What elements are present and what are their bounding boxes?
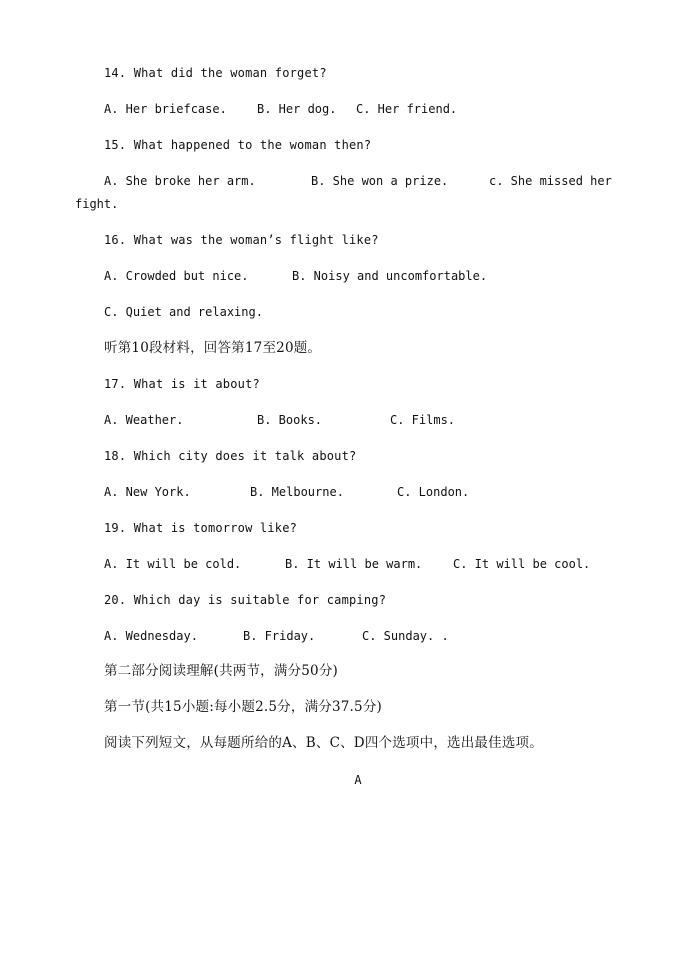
q18-option-a: A. New York. [104,485,191,499]
part-2-heading: 第二部分阅读理解(共两节，满分50分) [104,663,339,679]
q15-option-c: c. She missed her [489,174,612,188]
q17-option-a: A. Weather. [104,413,184,427]
q20-option-c: C. Sunday. . [362,629,449,643]
q18-option-b: B. Melbourne. [250,485,344,499]
passage-label: A [354,773,362,787]
q16-option-a: A. Crowded but nice. [104,269,249,283]
q20-option-b: B. Friday. [243,629,316,643]
q19-option-a: A. It will be cold. [104,557,242,571]
instruction-section-10: 听第10段材料，回答第17至20题。 [104,340,322,356]
q16-option-c: C. Quiet and relaxing. [104,305,263,319]
q17-option-c: C. Films. [390,413,456,427]
q15-option-a: A. She broke her arm. [104,174,256,188]
q15-option-b: B. She won a prize. [311,174,449,188]
q19-option-b: B. It will be warm. [285,557,423,571]
q18-option-c: C. London. [397,485,470,499]
q15-option-c-continued: fight. [75,197,119,211]
question-20: 20. Which day is suitable for camping? [104,593,387,607]
question-19: 19. What is tomorrow like? [104,521,298,535]
question-15: 15. What happened to the woman then? [104,138,372,152]
q19-option-c: C. It will be cool. [453,557,591,571]
reading-instruction: 阅读下列短文，从每题所给的A、B、C、D四个选项中，选出最佳选项。 [104,735,543,751]
q17-option-b: B. Books. [257,413,323,427]
question-14: 14. What did the woman forget? [104,66,327,80]
q16-option-b: B. Noisy and uncomfortable. [292,269,488,283]
q14-option-c: C. Her friend. [356,102,458,116]
question-17: 17. What is it about? [104,377,260,391]
question-16: 16. What was the woman’s flight like? [104,233,379,247]
section-1-heading: 第一节(共15小题:每小题2.5分，满分37.5分) [104,699,382,715]
question-18: 18. Which city does it talk about? [104,449,357,463]
q14-option-b: B. Her dog. [257,102,337,116]
q14-option-a: A. Her briefcase. [104,102,227,116]
q20-option-a: A. Wednesday. [104,629,198,643]
